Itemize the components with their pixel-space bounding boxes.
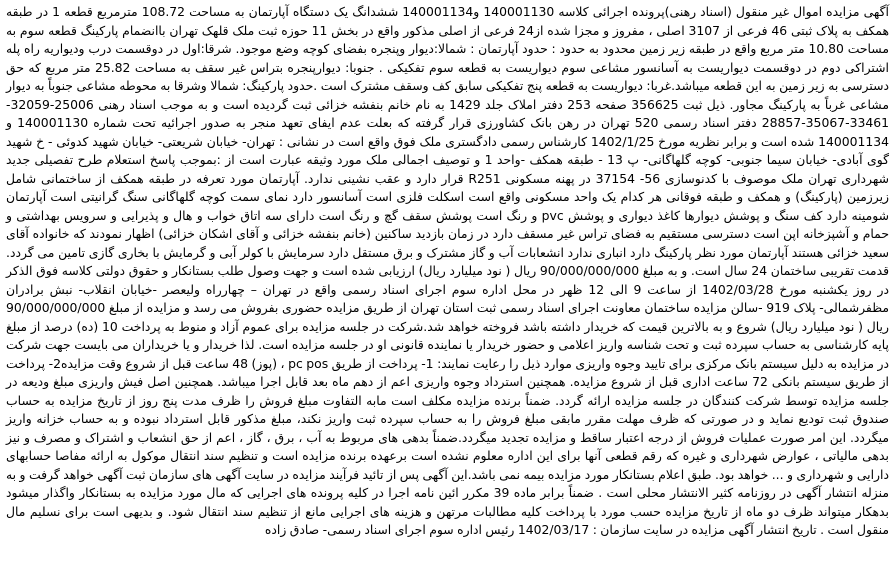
- auction-notice-text: آگهی مزایده اموال غیر منقول (اسناد رهنی)پرونده اجرائی کلاسه 140001130 و140001134 ششدانگ یک دستگاه آپارتمان به مساحت 108.72 مترمربع قطعه 1 در طبقه همکف به پلاک ثبتی 46 فرعی از 3107 اصلی ، مفروز و مجزا شده از24 فرعی از اصلی مذکور واقع در بخش 11 حوزه ثبت ملک قلهک تهران باانضمام پارکینگ قطعه سوم به مساحت 10.80 متر مربع واقع در طبقه زیر زمین محدود به حدود : حدود آپارتمان : شمالا:دیوار وپنجره بفضای کوچه وضع موجود. شرقا:اول در دوقسمت درب ودیواریه راه پله اشتراکی دوم در دوقسمت دیواریست به آسانسور مشاعی سوم دیواریست به قطعه سوم تفکیکی . جنوبا: دیوارپنجره بتراس غیر سقف به مساحت 25.82 متر مربع که حق دسترسی به زیر زمین به این قطعه میباشد.غربا: دیواریست به قطعه پنج تفکیکی سابق کف وسقف مشترک است .حدود پارکینگ: شمالا وشرقا به محوطه مشاعی جنوباً به دیوار مشاعی غرباً به پارکینگ مجاور. ذیل ثبت 356625 صفحه 253 دفتر املاک جلد 1429 به نام خانم بنفشه خزائی ثبت گردیده است و به موجب اسناد رهنی 25006-32059-33461-35067-28857 دفتر اسناد رسمی 520 تهران در رهن بانک کشاورزی قرار گرفته که بعلت عدم ایفای تعهد منجر به صدور اجرائیه تحت شماره 140001130 و 140001134 شده است و برابر نظریه مورخ 1402/1/25 کارشناس رسمی دادگستری ملک فوق واقع است در نشانی : تهران- خیابان شریعتی- خیابان شهید کدوئی - خ شهید گوی آبادی- خیابان سیما جنوبی- کوچه گلهاگانی- پ 13 - طبقه همکف -واحد 1 و توصیف اجمالی ملک مورد وثیقه عبارت است از :بموجب پاسخ استعلام طرح تفصیلی جدید شهرداری تهران ملک موصوف با کدنوسازی 56- 37154 در پهنه مسکونی R251 قرار دارد و عقب نشینی ندارد. آپارتمان مورد تعرفه در طبقه همکف از ساختمانی شامل زیرزمین (پارکینگ) و همکف و طبقه فوقانی هر کدام یک واحد مسکونی واقع است اسکلت فلزی است آسانسور دارد نمای سمت کوچه گلهاگانی سنگ گرانیتی است آپارتمان شومینه دارد کف سنگ و پوشش دیوارها کاغذ دیواری و پوشش pvc و رنگ است پوشش سقف گچ و رنگ است دارای سه اتاق خواب و هال و پذیرایی و سرویس بهداشتی و حمام و آشپزخانه اپن است دسترسی مستقیم به فضای تراس غیر مسقف دارد در زمان بازدید ساکنین (خانم بنفشه خزائی و آقای اشکان خزائی) اظهار نمودند که خانواده آقای سعید خزائی هستند آپارتمان مورد نظر پارکینگ دارد انباری ندارد انشعابات آب و گاز مشترک و برق مستقل دارد سرمایش با کولر آبی و گرمایش با بخاری گازی تامین می گردد. قدمت تقریبی ساختمان 24 سال است. و به مبلغ 90/000/000/000 ریال ( نود میلیارد ریال) ارزیابی شده است و جهت وصول طلب بستانکار و حقوق دولتی کلاسه فوق الذکر در روز یکشنبه مورخ 1402/03/28 از ساعت 9 الی 12 ظهر در محل اداره سوم اجرای اسناد رسمی واقع در تهران – چهارراه ولیعصر -خیابان انقلاب- نبش برادران مظفرشمالی- پلاک 919 -سالن مزایده ساختمان معاونت اجرای اسناد رسمی ثبت استان تهران از طریق مزایده حضوری بفروش می رسد و مزایده از مبلغ 90/000/000/000 ریال ( نود میلیارد ریال) شروع و به بالاترین قیمت که خریدار داشته باشد فروخته خواهد شد.شرکت در جلسه مزایده برای عموم آزاد و منوط به پرداخت 10 (ده) درصد از مبلغ پایه کارشناسی به حساب سپرده ثبت و تحت شناسه واریز اعلامی و حضور خریدار یا نماینده قانونی او در جلسه مزایده است. لذا خریدار و یا خریداران می بایست جهت شرکت در مزایده به دلیل سیستم بانک مرکزی برای تایید وجوه واریزی موارد ذیل را رعایت نمایند: 1- پرداخت از طریق pc pos ، (پوز) 48 ساعت قبل از شروع وقت مزایده2- پرداخت از طریق سیستم بانکی 72 ساعت اداری قبل از شروع مزایده. همچنین استرداد وجوه واریزی اعم از دهم ماه بعد قابل اجرا میباشد. همچنین اصل فیش واریزی مبلغ ودیعه در جلسه مزایده توسط شرکت کنندگان در جلسه مزایده ارائه گردد. ضمناً برنده مزایده مکلف است مابه التفاوت مبلغ فروش را ظرف مدت پنج روز از تاریخ مزایده به حساب صندوق ثبت تودیع نماید و در صورتی که ظرف مهلت مقرر مابقی مبلغ فروش را به حساب سپرده ثبت واریز نکند، مبلغ مذکور قابل استرداد نبوده و به حساب خزانه واریز میگردد. این امر صورت عملیات فروش از درجه اعتبار ساقط و مزایده تجدید میگردد.ضمناً بدهی های مربوط به آب ، برق ، گاز ، اعم از حق انشعاب و اشتراک و مصرف و نیز بدهی مالیاتی ، عوارض شهرداری و غیره که رقم قطعی آنها برای این اداره معلوم نشده است برعهده برنده مزایده است و تنظیم سند انتقال موکول به ارائه مفاصا حسابهای دارایی و شهرداری و ... خواهد بود. طبق اعلام بستانکار مورد مزایده بیمه نمی باشد.این آگهی پس از تائید فرآیند مزایده در سایت آگهی های سازمان ثبت آگهی خواهد گرفت و به منزله انتشار آگهی در روزنامه کثیر الانتشار محلی است . ضمناً برابر ماده 39 مکرر ائین نامه اجرا در کلیه پرونده های اجرایی که مال مورد مزایده به بستانکار واگذار میشود بدهکار میتواند ظرف دو ماه از تاریخ مزایده حسب مورد با پرداخت کلیه مطالبات مرتهن و هزینه های اجرایی مانع از تنظیم سند انتقال شود. و بدیهی است برای نسلیم مال منقول است . تاریخ انتشار آگهی مزایده در سایت سازمان : 1402/03/17 رئیس اداره سوم اجرای اسناد رسمی- صادق زاده: [6, 4, 890, 537]
